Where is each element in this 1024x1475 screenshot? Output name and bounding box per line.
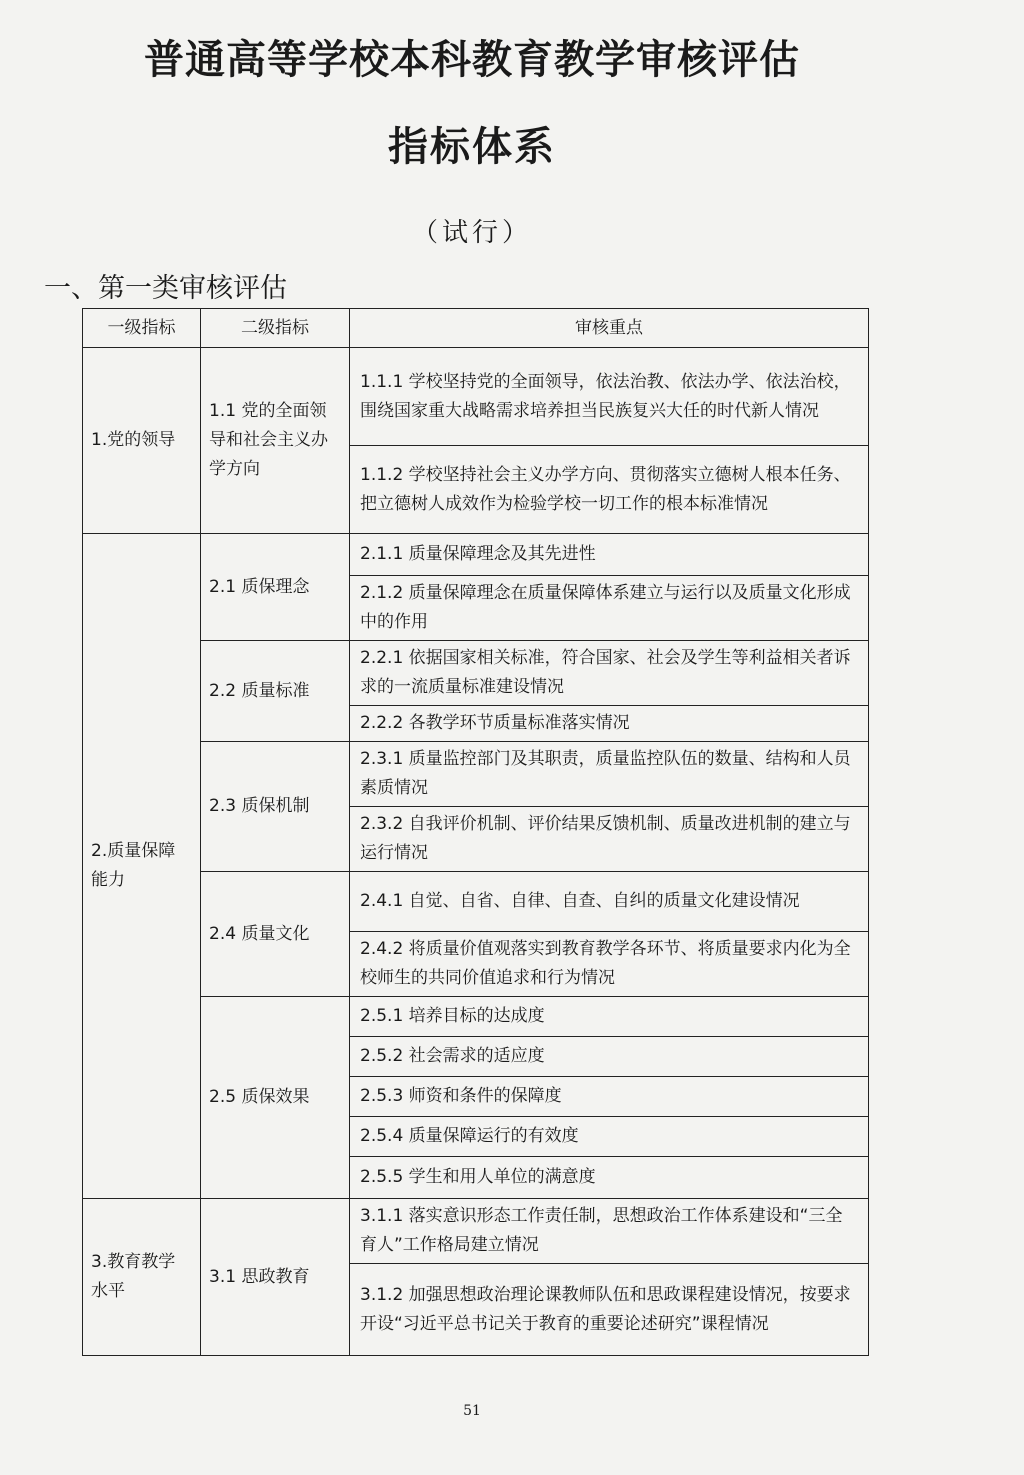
level1-cell: 1.党的领导 <box>83 348 201 534</box>
review-point-cell: 2.5.1 培养目标的达成度 <box>350 997 869 1037</box>
header-level2: 二级指标 <box>201 309 350 348</box>
table-row <box>83 742 869 807</box>
review-point-cell: 3.1.2 加强思想政治理论课教师队伍和思政课程建设情况，按要求开设“习近平总书记关于教育的重要论述研究”课程情况 <box>350 1264 869 1356</box>
review-point-cell: 2.1.2 质量保障理念在质量保障体系建立与运行以及质量文化形成中的作用 <box>350 576 869 641</box>
level2-cell: 2.2 质量标准 <box>201 641 350 742</box>
review-point-cell: 2.4.1 自觉、自省、自律、自查、自纠的质量文化建设情况 <box>350 872 869 932</box>
review-point-cell: 2.5.2 社会需求的适应度 <box>350 1037 869 1077</box>
review-point-cell: 2.5.4 质量保障运行的有效度 <box>350 1117 869 1157</box>
review-point-cell: 2.2.2 各教学环节质量标准落实情况 <box>350 706 869 742</box>
review-point-cell: 2.2.1 依据国家相关标准，符合国家、社会及学生等利益相关者诉求的一流质量标准建设情况 <box>350 641 869 706</box>
document-title: 普通高等学校本科教育教学审核评估 <box>144 36 800 83</box>
table-row <box>83 1199 869 1264</box>
review-point-cell: 2.1.1 质量保障理念及其先进性 <box>350 534 869 576</box>
table-header-row <box>83 309 869 348</box>
document-title-line2: 指标体系 <box>388 123 556 170</box>
review-point-cell: 2.3.2 自我评价机制、评价结果反馈机制、质量改进机制的建立与运行情况 <box>350 807 869 872</box>
level2-cell: 3.1 思政教育 <box>201 1199 350 1356</box>
table-row <box>83 641 869 706</box>
document-subtitle: （试行） <box>411 218 532 248</box>
review-point-cell: 2.5.3 师资和条件的保障度 <box>350 1077 869 1117</box>
review-point-cell: 2.5.5 学生和用人单位的满意度 <box>350 1157 869 1199</box>
level2-cell: 2.4 质量文化 <box>201 872 350 997</box>
review-point-cell: 2.4.2 将质量价值观落实到教育教学各环节、将质量要求内化为全校师生的共同价值追求和行为情况 <box>350 932 869 997</box>
level2-cell: 1.1 党的全面领导和社会主义办学方向 <box>201 348 350 534</box>
level2-cell: 2.3 质保机制 <box>201 742 350 872</box>
indicator-table <box>82 308 869 1356</box>
table-row <box>83 997 869 1037</box>
level1-cell: 2.质量保障能力 <box>83 534 201 1199</box>
header-level1: 一级指标 <box>83 309 201 348</box>
table-row <box>83 534 869 576</box>
review-point-cell: 1.1.2 学校坚持社会主义办学方向、贯彻落实立德树人根本任务、把立德树人成效作为检验学校一切工作的根本标准情况 <box>350 446 869 534</box>
table-row <box>83 348 869 446</box>
review-point-cell: 1.1.1 学校坚持党的全面领导，依法治教、依法办学、依法治校，围绕国家重大战略需求培养担当民族复兴大任的时代新人情况 <box>350 348 869 446</box>
level2-cell: 2.5 质保效果 <box>201 997 350 1199</box>
page-number: 51 <box>463 1403 481 1419</box>
table-row <box>83 872 869 932</box>
review-point-cell: 3.1.1 落实意识形态工作责任制，思想政治工作体系建设和“三全育人”工作格局建立情况 <box>350 1199 869 1264</box>
header-review-focus: 审核重点 <box>350 309 869 348</box>
level2-cell: 2.1 质保理念 <box>201 534 350 641</box>
review-point-cell: 2.3.1 质量监控部门及其职责，质量监控队伍的数量、结构和人员素质情况 <box>350 742 869 807</box>
section-heading: 一、第一类审核评估 <box>44 273 287 304</box>
level1-cell: 3.教育教学水平 <box>83 1199 201 1356</box>
